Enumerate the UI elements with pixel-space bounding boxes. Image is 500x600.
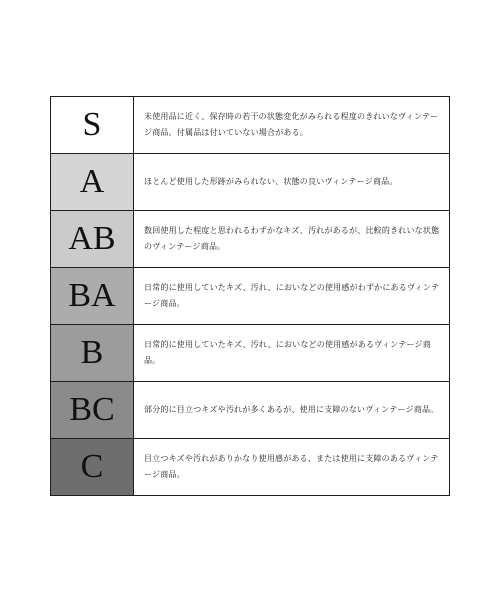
grade-description: 数回使用した程度と思われるわずかなキズ、汚れがあるが、比較的きれいな状態のヴィンテージ商品。 [134,211,450,268]
table-row [51,325,450,382]
table-row [51,211,450,268]
grade-cell: C [51,439,134,496]
condition-grade-table [50,96,450,496]
table-row [51,154,450,211]
grade-description: 日常的に使用していたキズ、汚れ、においなどの使用感があるヴィンテージ商品。 [134,325,450,382]
grade-description: 未使用品に近く、保存時の若干の状態変化がみられる程度のきれいなヴィンテージ商品。付属品は付いていない場合がある。 [134,97,450,154]
grade-description: ほとんど使用した形跡がみられない、状態の良いヴィンテージ商品。 [134,154,450,211]
table-row [51,439,450,496]
grade-description: 日常的に使用していたキズ、汚れ、においなどの使用感がわずかにあるヴィンテージ商品。 [134,268,450,325]
grade-cell: BC [51,382,134,439]
table-row [51,268,450,325]
table-row [51,382,450,439]
table-row [51,97,450,154]
grade-cell: BA [51,268,134,325]
grade-cell: A [51,154,134,211]
grade-description: 部分的に目立つキズや汚れが多くあるが、使用に支障のないヴィンテージ商品。 [134,382,450,439]
grade-description: 目立つキズや汚れがありかなり使用感がある、または使用に支障のあるヴィンテージ商品。 [134,439,450,496]
grade-cell: AB [51,211,134,268]
grade-cell: S [51,97,134,154]
grade-cell: B [51,325,134,382]
